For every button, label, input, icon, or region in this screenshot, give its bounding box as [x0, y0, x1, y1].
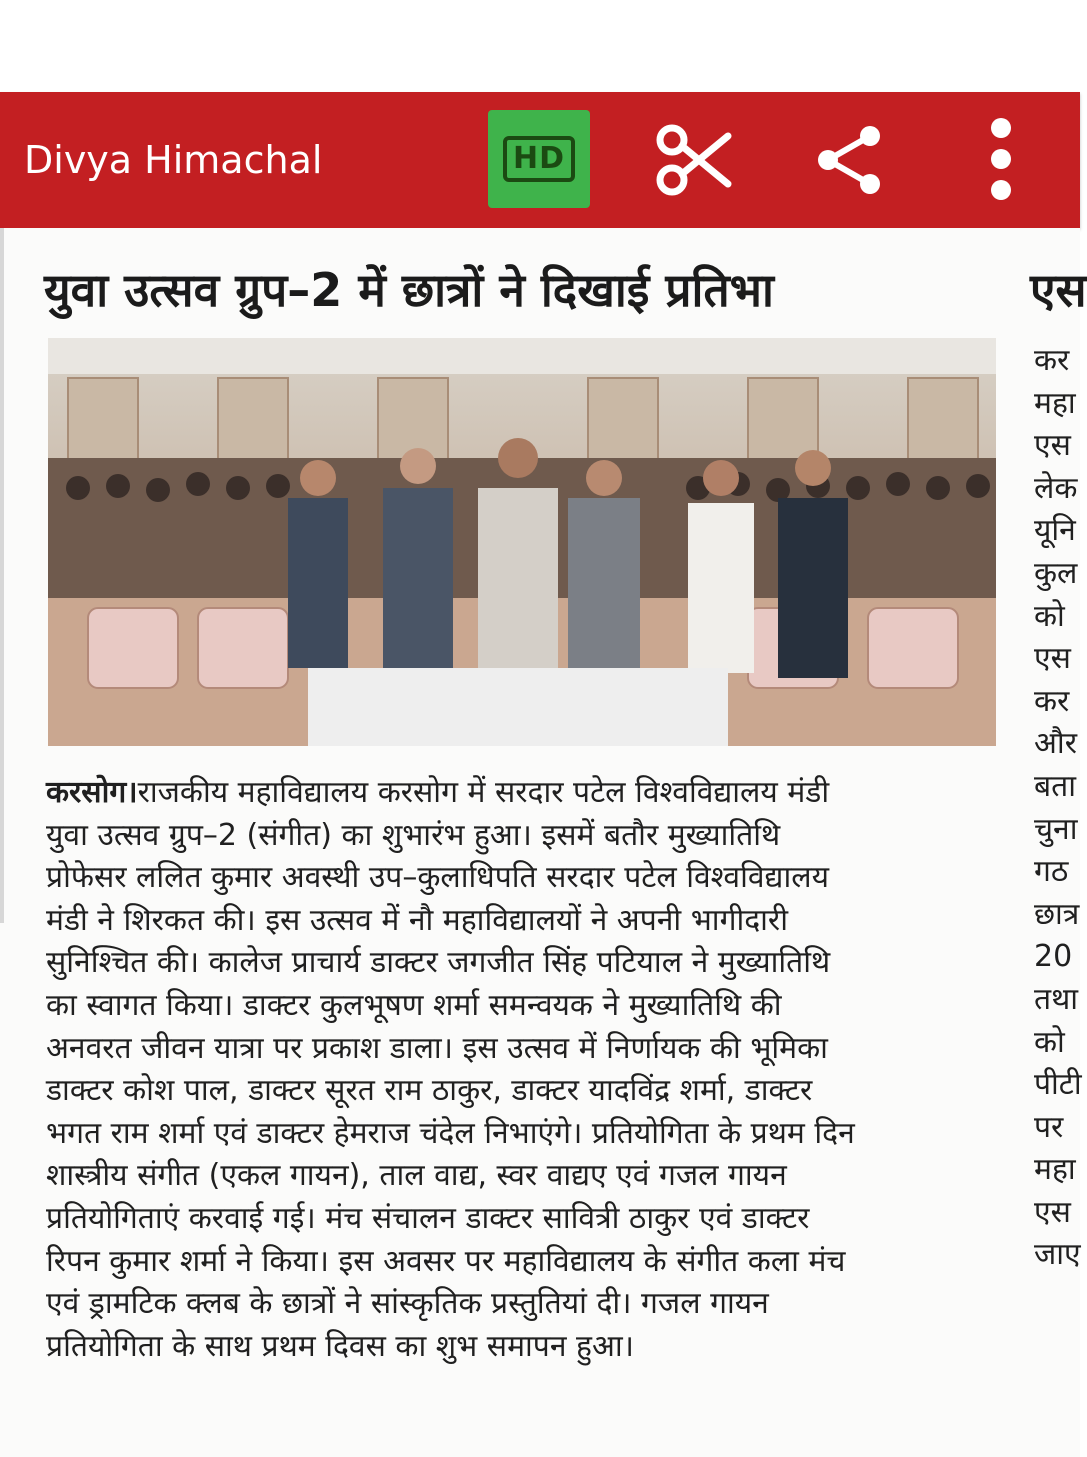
adjacent-line: चुना	[1034, 811, 1078, 847]
article-line: मंडी ने शिरकत की। इस उत्सव में नौ महाविद्यालयों ने अपनी भागीदारी	[46, 902, 788, 938]
adjacent-line: एस	[1034, 428, 1071, 464]
adjacent-line: बता	[1034, 768, 1076, 804]
article-line: युवा उत्सव ग्रुप–2 (संगीत) का शुभारंभ हुआ। इसमें बतौर मुख्यातिथि	[46, 817, 781, 853]
article-line	[46, 772, 996, 815]
article-body	[46, 772, 996, 1368]
status-bar-area	[0, 0, 1080, 92]
article-line: प्रोफेसर ललित कुमार अवस्थी उप–कुलाधिपति सरदार पटेल विश्वविद्यालय	[46, 860, 829, 896]
adjacent-line: पर	[1034, 1109, 1064, 1145]
article-headline: युवा उत्सव ग्रुप–2 में छात्रों ने दिखाई प्रतिभा	[44, 263, 774, 317]
adjacent-line: गठ	[1034, 854, 1069, 890]
page-edge	[0, 228, 4, 923]
article-line: सुनिश्चित की। कालेज प्राचार्य डाक्टर जगजीत सिंह पटियाल ने मुख्यातिथि	[46, 945, 831, 981]
adjacent-line: पीटी	[1034, 1067, 1082, 1103]
adjacent-line: को	[1034, 598, 1065, 634]
adjacent-line: जाए	[1034, 1237, 1081, 1273]
adjacent-line: कर	[1034, 683, 1070, 719]
adjacent-headline: एस	[1030, 263, 1087, 317]
hd-toggle-button[interactable]	[488, 110, 590, 208]
app-toolbar	[0, 92, 1080, 228]
adjacent-article-column	[1030, 258, 1087, 1457]
article-line: रिपन कुमार शर्मा ने किया। इस अवसर पर महाविद्यालय के संगीत कला मंच	[46, 1243, 846, 1279]
article-line: एवं ड्रामटिक क्लब के छात्रों ने सांस्कृतिक प्रस्तुतियां दी। गजल गायन	[46, 1286, 769, 1322]
article-line: प्रतियोगिता के साथ प्रथम दिवस का शुभ समापन हुआ।	[46, 1328, 634, 1364]
share-icon[interactable]	[814, 124, 884, 196]
article-dateline: करसोग।	[46, 775, 138, 810]
article-photo	[48, 338, 996, 746]
more-vertical-icon[interactable]	[984, 116, 1018, 202]
adjacent-line: तथा	[1034, 981, 1079, 1017]
article-line: डाक्टर कोश पाल, डाक्टर सूरत राम ठाकुर, डाक्टर यादविंद्र शर्मा, डाक्टर	[46, 1073, 813, 1109]
adjacent-line: छात्र	[1034, 896, 1080, 932]
adjacent-line: 20	[1034, 939, 1073, 975]
article-line: शास्त्रीय संगीत (एकल गायन), ताल वाद्य, स्वर वाद्यए एवं गजल गायन	[46, 1158, 787, 1194]
adjacent-line: यूनि	[1034, 513, 1076, 549]
adjacent-line: महा	[1034, 1152, 1076, 1188]
adjacent-line: एस	[1034, 1194, 1071, 1230]
scissors-icon[interactable]	[652, 122, 732, 198]
article-line: भगत राम शर्मा एवं डाक्टर हेमराज चंदेल निभाएंगे। प्रतियोगिता के प्रथम दिन	[46, 1115, 855, 1151]
hd-label: HD	[503, 136, 575, 182]
article-line-text: राजकीय महाविद्यालय करसोग में सरदार पटेल विश्वविद्यालय मंडी	[137, 775, 830, 810]
article-line: का स्वागत किया। डाक्टर कुलभूषण शर्मा समन्वयक ने मुख्यातिथि की	[46, 987, 782, 1023]
adjacent-line: कर	[1034, 343, 1070, 378]
adjacent-line: को	[1034, 1024, 1065, 1060]
article-line: प्रतियोगिताएं करवाई गई। मंच संचालन डाक्टर सावित्री ठाकुर एवं डाक्टर	[46, 1200, 810, 1236]
adjacent-line: और	[1034, 726, 1077, 762]
adjacent-line: कुल	[1034, 555, 1078, 591]
article-line: अनवरत जीवन यात्रा पर प्रकाश डाला। इस उत्सव में निर्णायक की भूमिका	[46, 1030, 828, 1066]
adjacent-line: लेक	[1034, 470, 1078, 506]
adjacent-line: महा	[1034, 385, 1076, 421]
app-title: Divya Himachal	[24, 138, 323, 182]
adjacent-line: एस	[1034, 641, 1071, 677]
adjacent-text	[1034, 340, 1082, 1277]
